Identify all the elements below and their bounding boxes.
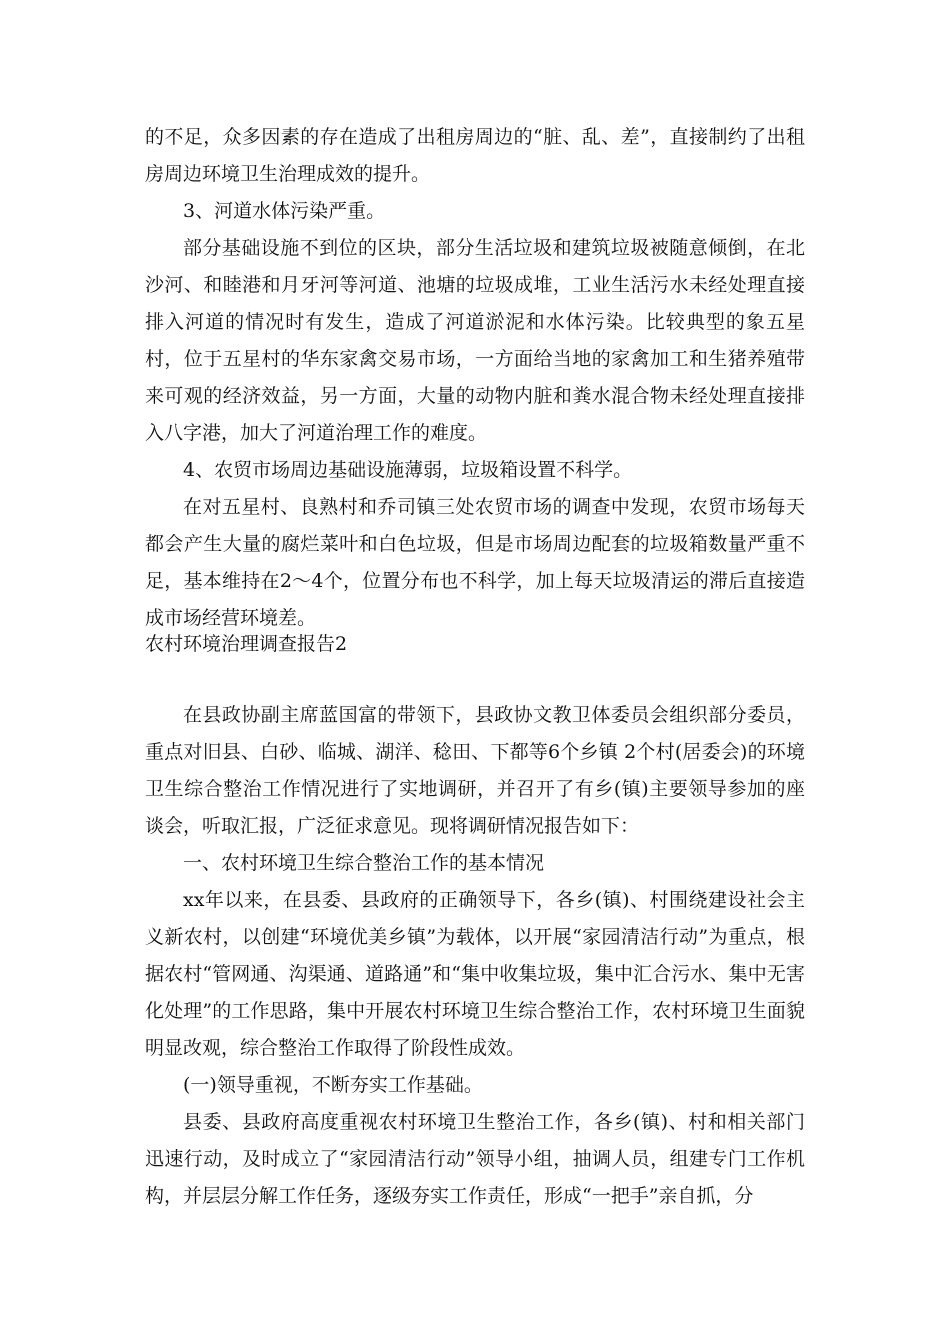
section-heading-4: 4、农贸市场周边基础设施薄弱，垃圾箱设置不科学。	[183, 459, 633, 481]
section-heading-3: 3、河道水体污染严重。	[183, 200, 386, 222]
paragraph-leadership: 县委、县政府高度重视农村环境卫生整治工作，各乡(镇)、村和相关部门迅速行动，及时成立了“家园清洁行动”领导小组，抽调人员，组建专门工作机构，并层层分解工作任务，逐级夯实工作责任，形成“一把手”亲自抓，分	[145, 1111, 805, 1207]
paragraph-continuation: 的不足，众多因素的存在造成了出租房周边的“脏、乱、差”，直接制约了出租房周边环境卫生治理成效的提升。	[145, 126, 805, 185]
section-heading-1: 一、农村环境卫生综合整治工作的基本情况	[183, 852, 545, 874]
paragraph-market: 在对五星村、良熟村和乔司镇三处农贸市场的调查中发现，农贸市场每天都会产生大量的腐烂菜叶和白色垃圾，但是市场周边配套的垃圾箱数量严重不足，基本维持在2～4个，位置分布也不科学，加上每天垃圾清运的滞后直接造成市场经营环境差。	[145, 496, 805, 629]
paragraph-basic-situation: xx年以来，在县委、县政府的正确领导下，各乡(镇)、村围绕建设社会主义新农村，以创建“环境优美乡镇”为载体，以开展“家园清洁行动”为重点，根据农村“管网通、沟渠通、道路通”和“集中收集垃圾，集中汇合污水、集中无害化处理”的工作思路，集中开展农村环境卫生综合整治工作，农村环境卫生面貌明显改观，综合整治工作取得了阶段性成效。	[145, 889, 805, 1059]
paragraph-river-pollution: 部分基础设施不到位的区块，部分生活垃圾和建筑垃圾被随意倾倒，在北沙河、和睦港和月牙河等河道、池塘的垃圾成堆，工业生活污水未经处理直接排入河道的情况时有发生，造成了河道淤泥和水体污染。比较典型的象五星村，位于五星村的华东家禽交易市场，一方面给当地的家禽加工和生猪养殖带来可观的经济效益，另一方面，大量的动物内脏和粪水混合物未经处理直接排入八字港，加大了河道治理工作的难度。	[145, 237, 805, 444]
paragraph-intro: 在县政协副主席蓝国富的带领下，县政协文教卫体委员会组织部分委员，重点对旧县、白砂、临城、湖洋、稔田、下都等6个乡镇 2个村(居委会)的环境卫生综合整治工作情况进行了实地调研，并召开了有乡(镇)主要领导参加的座谈会，听取汇报，广泛征求意见。现将调研情况报告如下：	[145, 704, 805, 837]
report-title: 农村环境治理调查报告2	[145, 633, 348, 655]
subsection-heading-1: (一)领导重视，不断夯实工作基础。	[183, 1074, 483, 1096]
